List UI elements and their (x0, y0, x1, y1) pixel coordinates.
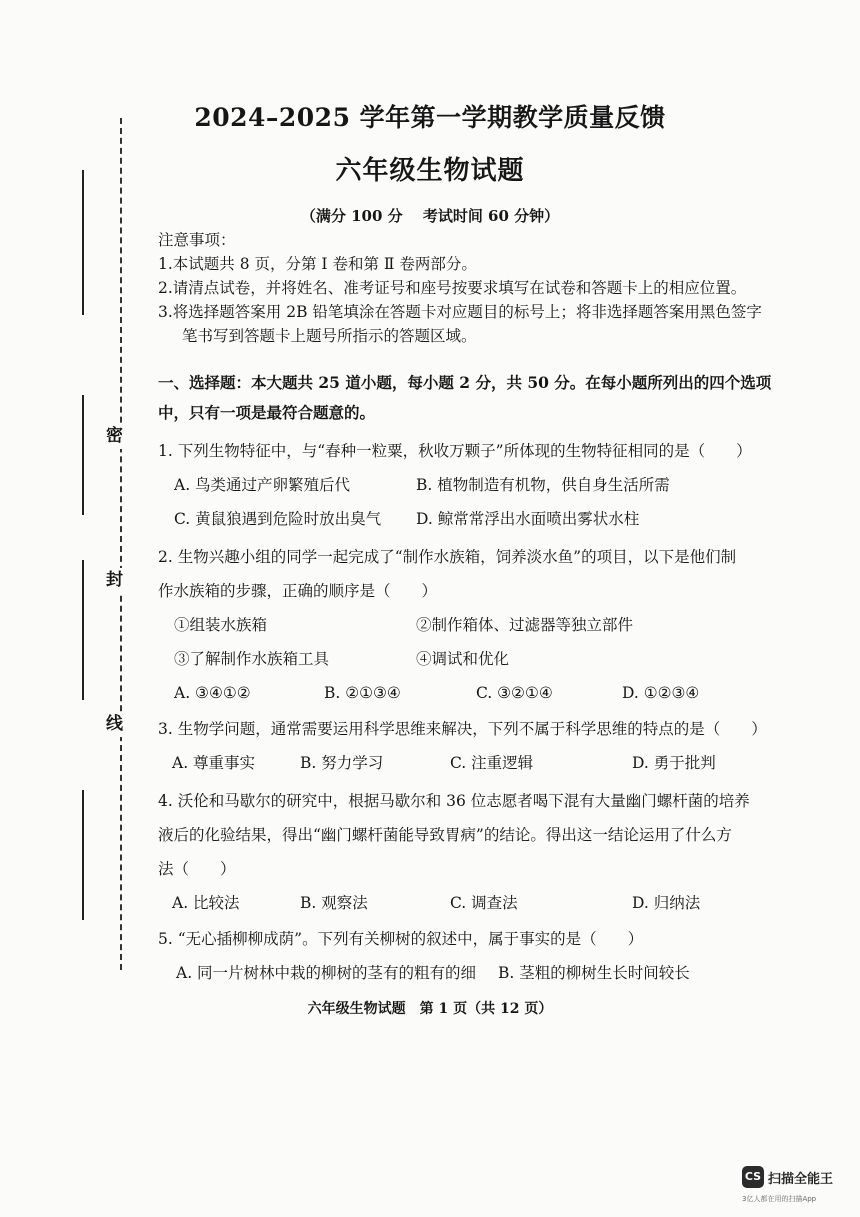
scanner-logo (742, 1166, 842, 1206)
question-stem: 作水族箱的步骤，正确的顺序是（ ） (158, 582, 438, 600)
step-item: ③了解制作水族箱工具 (174, 650, 330, 668)
notes-item: 笔书写到答题卡上题号所指示的答题区域。 (182, 327, 477, 345)
options-row (158, 746, 758, 780)
question-stem: 4. 沃伦和马歇尔的研究中，根据马歇尔和 36 位志愿者喝下混有大量幽门螺杆菌的培养 (158, 792, 750, 810)
steps-row (158, 608, 758, 642)
option-c: C. 注重逻辑 (450, 754, 534, 772)
option-d: D. 鲸常常浮出水面喷出雾状水柱 (416, 510, 640, 528)
binding-edge-mark (82, 560, 84, 700)
section-heading (158, 368, 772, 428)
question-stem: 5. “无心插柳柳成荫”。下列有关柳树的叙述中，属于事实的是（ ） (158, 930, 644, 948)
notes-item: 1.本试题共 8 页，分第 Ⅰ 卷和第 Ⅱ 卷两部分。 (158, 255, 477, 273)
question-stem: 2. 生物兴趣小组的同学一起完成了“制作水族箱，饲养淡水鱼”的项目，以下是他们制 (158, 548, 737, 566)
exam-title: 2024–2025 学年第一学期教学质量反馈 (194, 103, 666, 132)
option-a: A. 鸟类通过产卵繁殖后代 (174, 476, 351, 494)
step-item: ④调试和优化 (416, 650, 510, 668)
option-a: A. ③④①② (174, 684, 251, 702)
notes-item: 2.请清点试卷，并将姓名、准考证号和座号按要求填写在试卷和答题卡上的相应位置。 (158, 279, 747, 297)
binding-edge-mark (82, 170, 84, 315)
option-a: A. 同一片树林中栽的柳树的茎有的粗有的细 (176, 964, 477, 982)
question-stem: 法（ ） (158, 860, 236, 878)
exam-subtitle: 六年级生物试题 (335, 156, 525, 186)
option-b: B. ②①③④ (324, 684, 401, 702)
question-stem: 1. 下列生物特征中，与“春种一粒粟，秋收万颗子”所体现的生物特征相同的是（ ） (158, 442, 752, 460)
option-d: D. ①②③④ (622, 684, 700, 702)
notes-block (158, 228, 762, 348)
option-b: B. 观察法 (300, 894, 368, 912)
step-item: ②制作箱体、过滤器等独立部件 (416, 616, 634, 634)
binding-edge-mark (82, 395, 84, 515)
notes-item: 3.将选择题答案用 2B 铅笔填涂在答题卡对应题目的标号上；将非选择题答案用黑色签字 (158, 303, 762, 321)
question-2 (158, 540, 758, 710)
question-5 (158, 922, 758, 990)
option-d: D. 归纳法 (632, 894, 701, 912)
scanner-logo-tagline: 3亿人都在用的扫描App (742, 1195, 817, 1203)
steps-row (158, 642, 758, 676)
option-a: A. 尊重事实 (172, 754, 256, 772)
option-b: B. 努力学习 (300, 754, 384, 772)
options-row (158, 956, 758, 990)
section-heading-line: 中，只有一项是最符合题意的。 (158, 403, 376, 422)
option-c: C. ③②①④ (476, 684, 553, 702)
page-footer: 六年级生物试题 第 1 页（共 12 页） (307, 1001, 553, 1017)
seal-char-mi: 密 (106, 424, 123, 449)
option-b: B. 植物制造有机物，供自身生活所需 (416, 476, 670, 494)
seal-char-feng: 封 (106, 568, 123, 593)
notes-heading: 注意事项： (158, 231, 236, 249)
options-row (158, 468, 758, 502)
option-d: D. 勇于批判 (632, 754, 716, 772)
question-stem: 液后的化验结果，得出“幽门螺杆菌能导致胃病”的结论。得出这一结论运用了什么方 (158, 826, 732, 844)
seal-char-xian: 线 (106, 712, 123, 737)
option-a: A. 比较法 (172, 894, 240, 912)
question-4 (158, 784, 758, 920)
option-b: B. 茎粗的柳树生长时间较长 (498, 964, 690, 982)
options-row (158, 502, 758, 536)
question-stem: 3. 生物学问题，通常需要运用科学思维来解决，下列不属于科学思维的特点的是（ ） (158, 720, 767, 738)
options-row (158, 676, 758, 710)
scanner-logo-icon: CS (742, 1166, 764, 1188)
scanner-logo-name: 扫描全能王 (768, 1172, 834, 1187)
question-3 (158, 712, 767, 780)
question-1 (158, 434, 758, 536)
options-row (158, 886, 758, 920)
option-c: C. 黄鼠狼遇到危险时放出臭气 (174, 510, 382, 528)
binding-dashed-line (120, 118, 122, 970)
option-c: C. 调查法 (450, 894, 518, 912)
step-item: ①组装水族箱 (174, 616, 268, 634)
binding-edge-mark (82, 790, 84, 920)
score-time-info: （满分 100 分 考试时间 60 分钟） (300, 207, 560, 225)
section-heading-line: 一、选择题：本大题共 25 道小题，每小题 2 分，共 50 分。在每小题所列出的四个选项 (158, 373, 772, 392)
